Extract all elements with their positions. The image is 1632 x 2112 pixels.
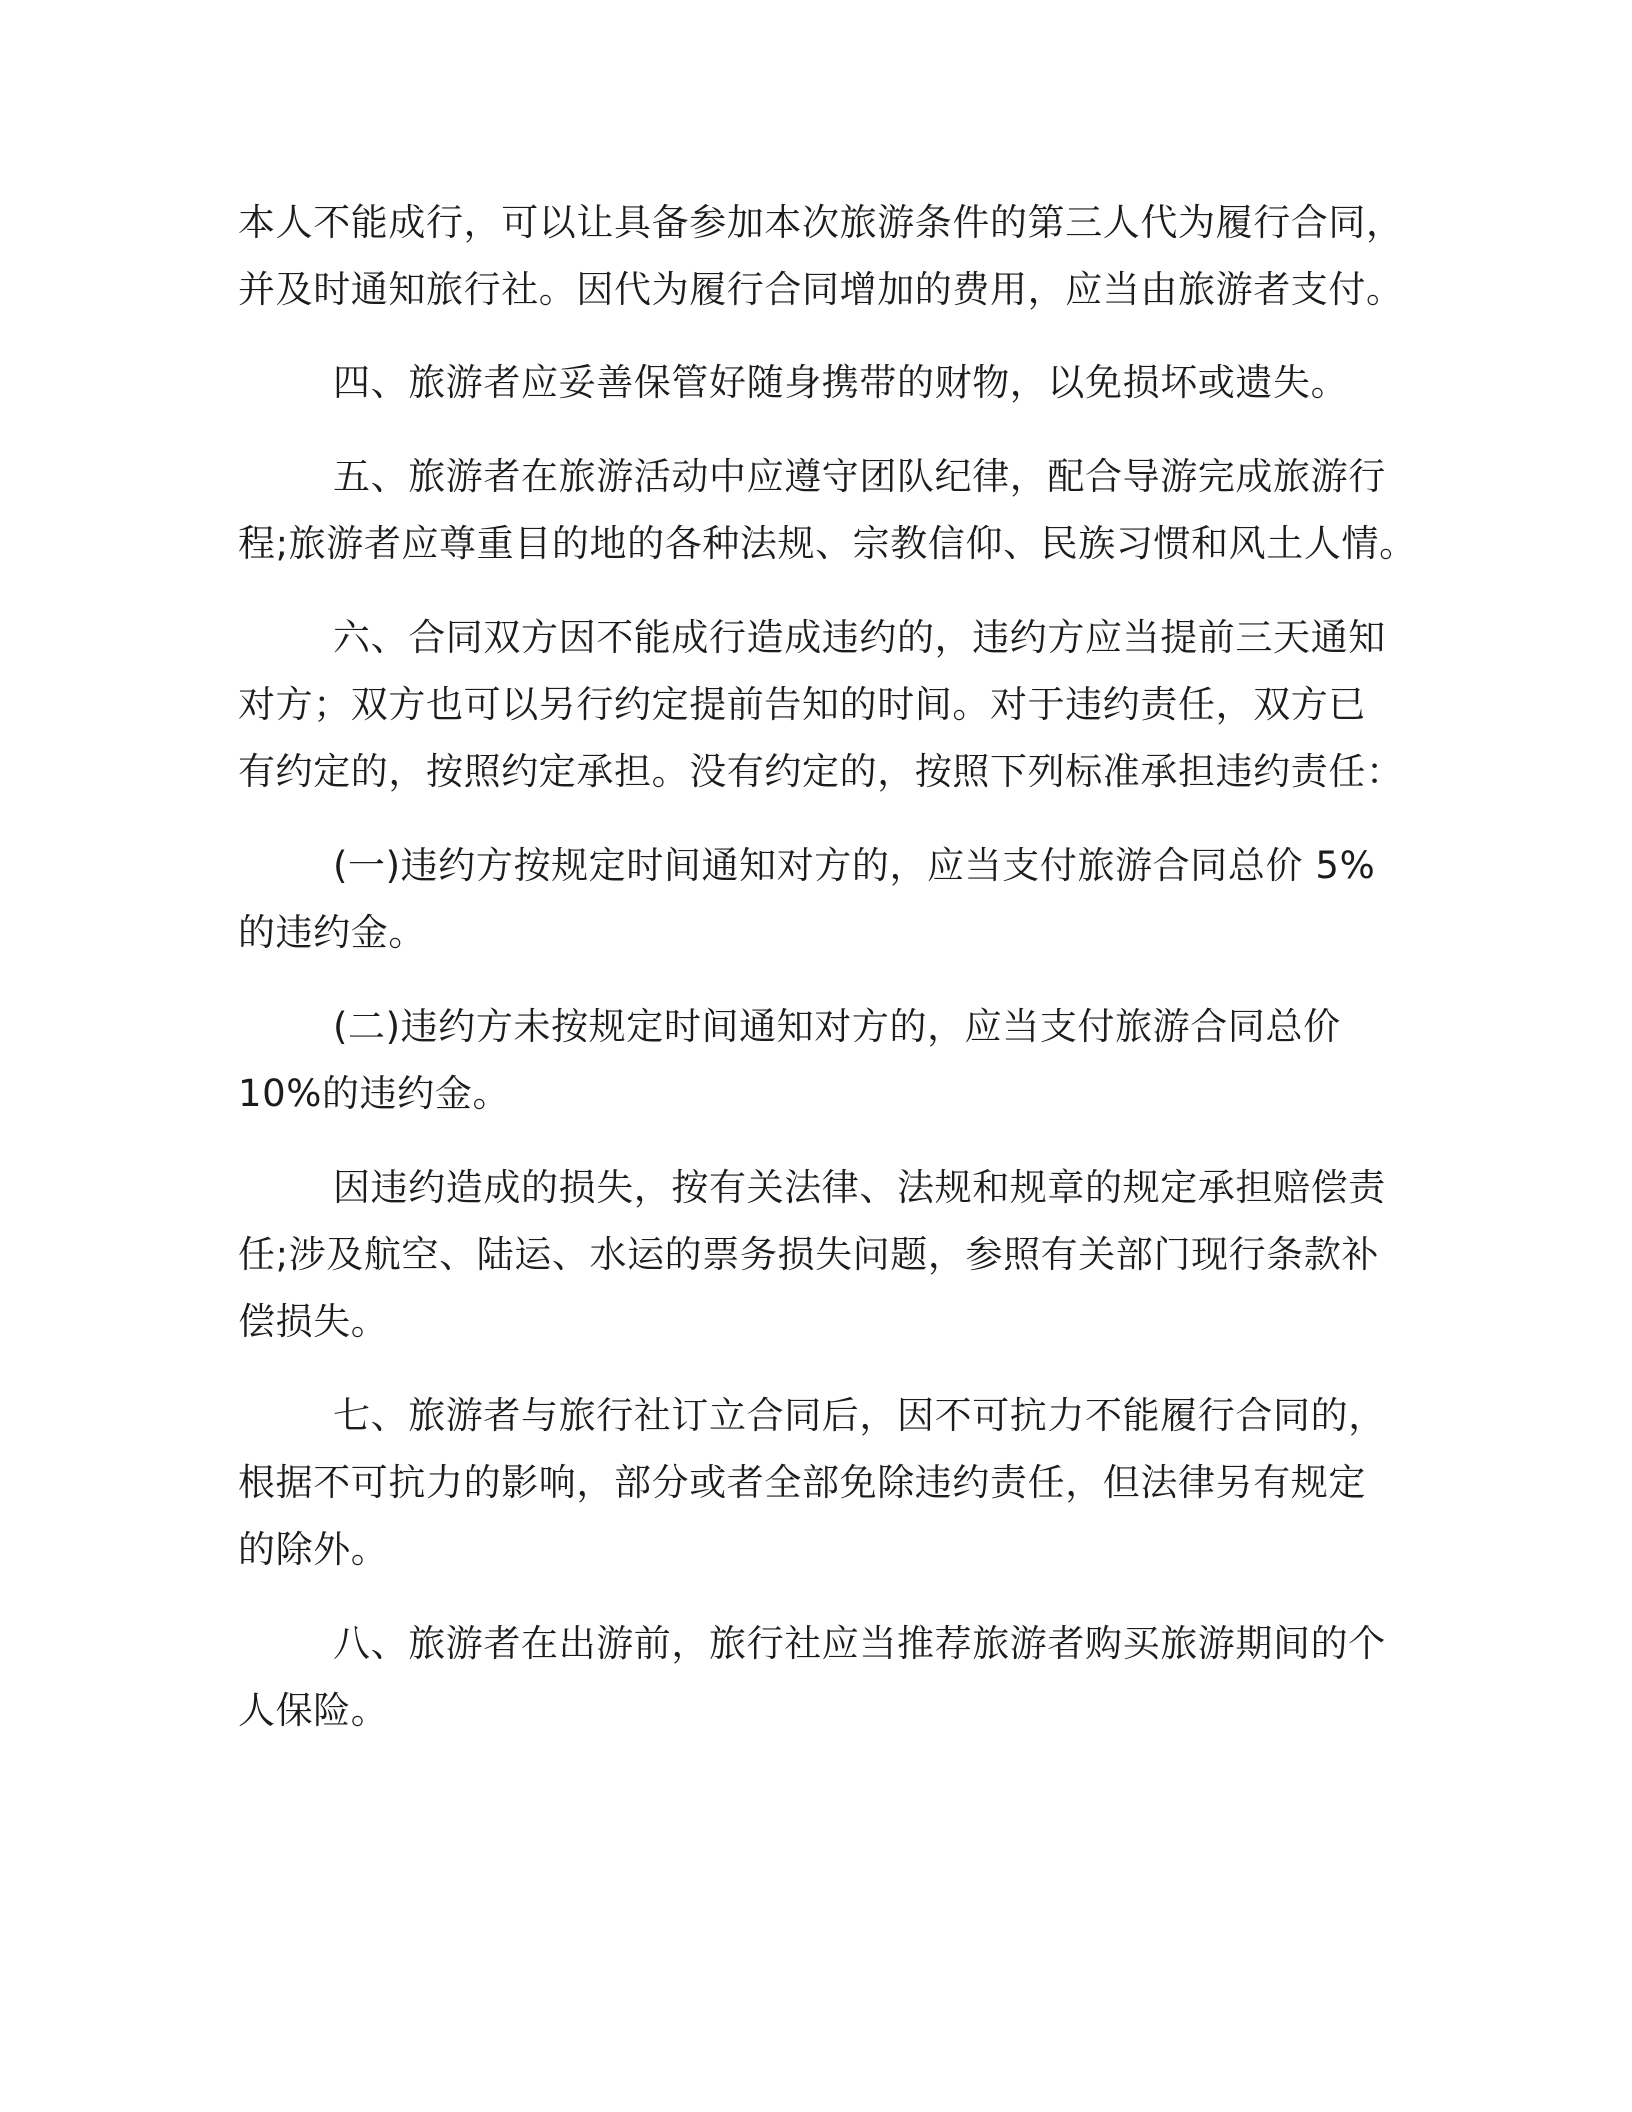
paragraph-line: 任;涉及航空、陆运、水运的票务损失问题，参照有关部门现行条款补 <box>238 1233 1380 1276</box>
paragraph-line: 因违约造成的损失，按有关法律、法规和规章的规定承担赔偿责 <box>333 1166 1386 1209</box>
paragraph-line: 七、旅游者与旅行社订立合同后，因不可抗力不能履行合同的， <box>333 1394 1386 1437</box>
paragraph-line: 程;旅游者应尊重目的地的各种法规、宗教信仰、民族习惯和风土人情。 <box>238 522 1417 565</box>
paragraph-line: 并及时通知旅行社。因代为履行合同增加的费用，应当由旅游者支付。 <box>238 268 1404 311</box>
paragraph-line: (二)违约方未按规定时间通知对方的，应当支付旅游合同总价 <box>333 1005 1341 1048</box>
paragraph-clause-8 <box>238 1610 1388 1744</box>
paragraph-line: 人保险。 <box>238 1689 389 1732</box>
paragraph-line: 六、合同双方因不能成行造成违约的，违约方应当提前三天通知 <box>333 616 1386 659</box>
paragraph-continuation <box>238 189 1404 323</box>
paragraph-line: 八、旅游者在出游前，旅行社应当推荐旅游者购买旅游期间的个 <box>333 1622 1386 1665</box>
document-body <box>238 189 1417 1744</box>
paragraph-line: 的违约金。 <box>238 911 426 954</box>
paragraph-line: 有约定的，按照约定承担。没有约定的，按照下列标准承担违约责任： <box>238 750 1404 793</box>
paragraph-clause-6-item-2 <box>238 993 1388 1127</box>
paragraph-line: 四、旅游者应妥善保管好随身携带的财物，以免损坏或遗失。 <box>333 361 1349 404</box>
paragraph-clause-6-damages <box>238 1154 1388 1355</box>
paragraph-line: 10%的违约金。 <box>238 1072 511 1115</box>
paragraph-clause-6-item-1 <box>238 832 1388 966</box>
paragraph-line: 的除外。 <box>238 1528 389 1571</box>
paragraph-line: (一)违约方按规定时间通知对方的，应当支付旅游合同总价 5% <box>333 844 1376 887</box>
paragraph-line: 五、旅游者在旅游活动中应遵守团队纪律，配合导游完成旅游行 <box>333 455 1386 498</box>
paragraph-clause-5 <box>238 443 1417 577</box>
paragraph-clause-7 <box>238 1382 1388 1583</box>
paragraph-line: 根据不可抗力的影响，部分或者全部免除违约责任，但法律另有规定 <box>238 1461 1366 1504</box>
paragraph-line: 本人不能成行，可以让具备参加本次旅游条件的第三人代为履行合同， <box>238 201 1404 244</box>
paragraph-line: 偿损失。 <box>238 1300 389 1343</box>
paragraph-line: 对方；双方也可以另行约定提前告知的时间。对于违约责任，双方已 <box>238 683 1366 726</box>
paragraph-clause-4 <box>238 349 1388 416</box>
paragraph-clause-6 <box>238 604 1404 805</box>
